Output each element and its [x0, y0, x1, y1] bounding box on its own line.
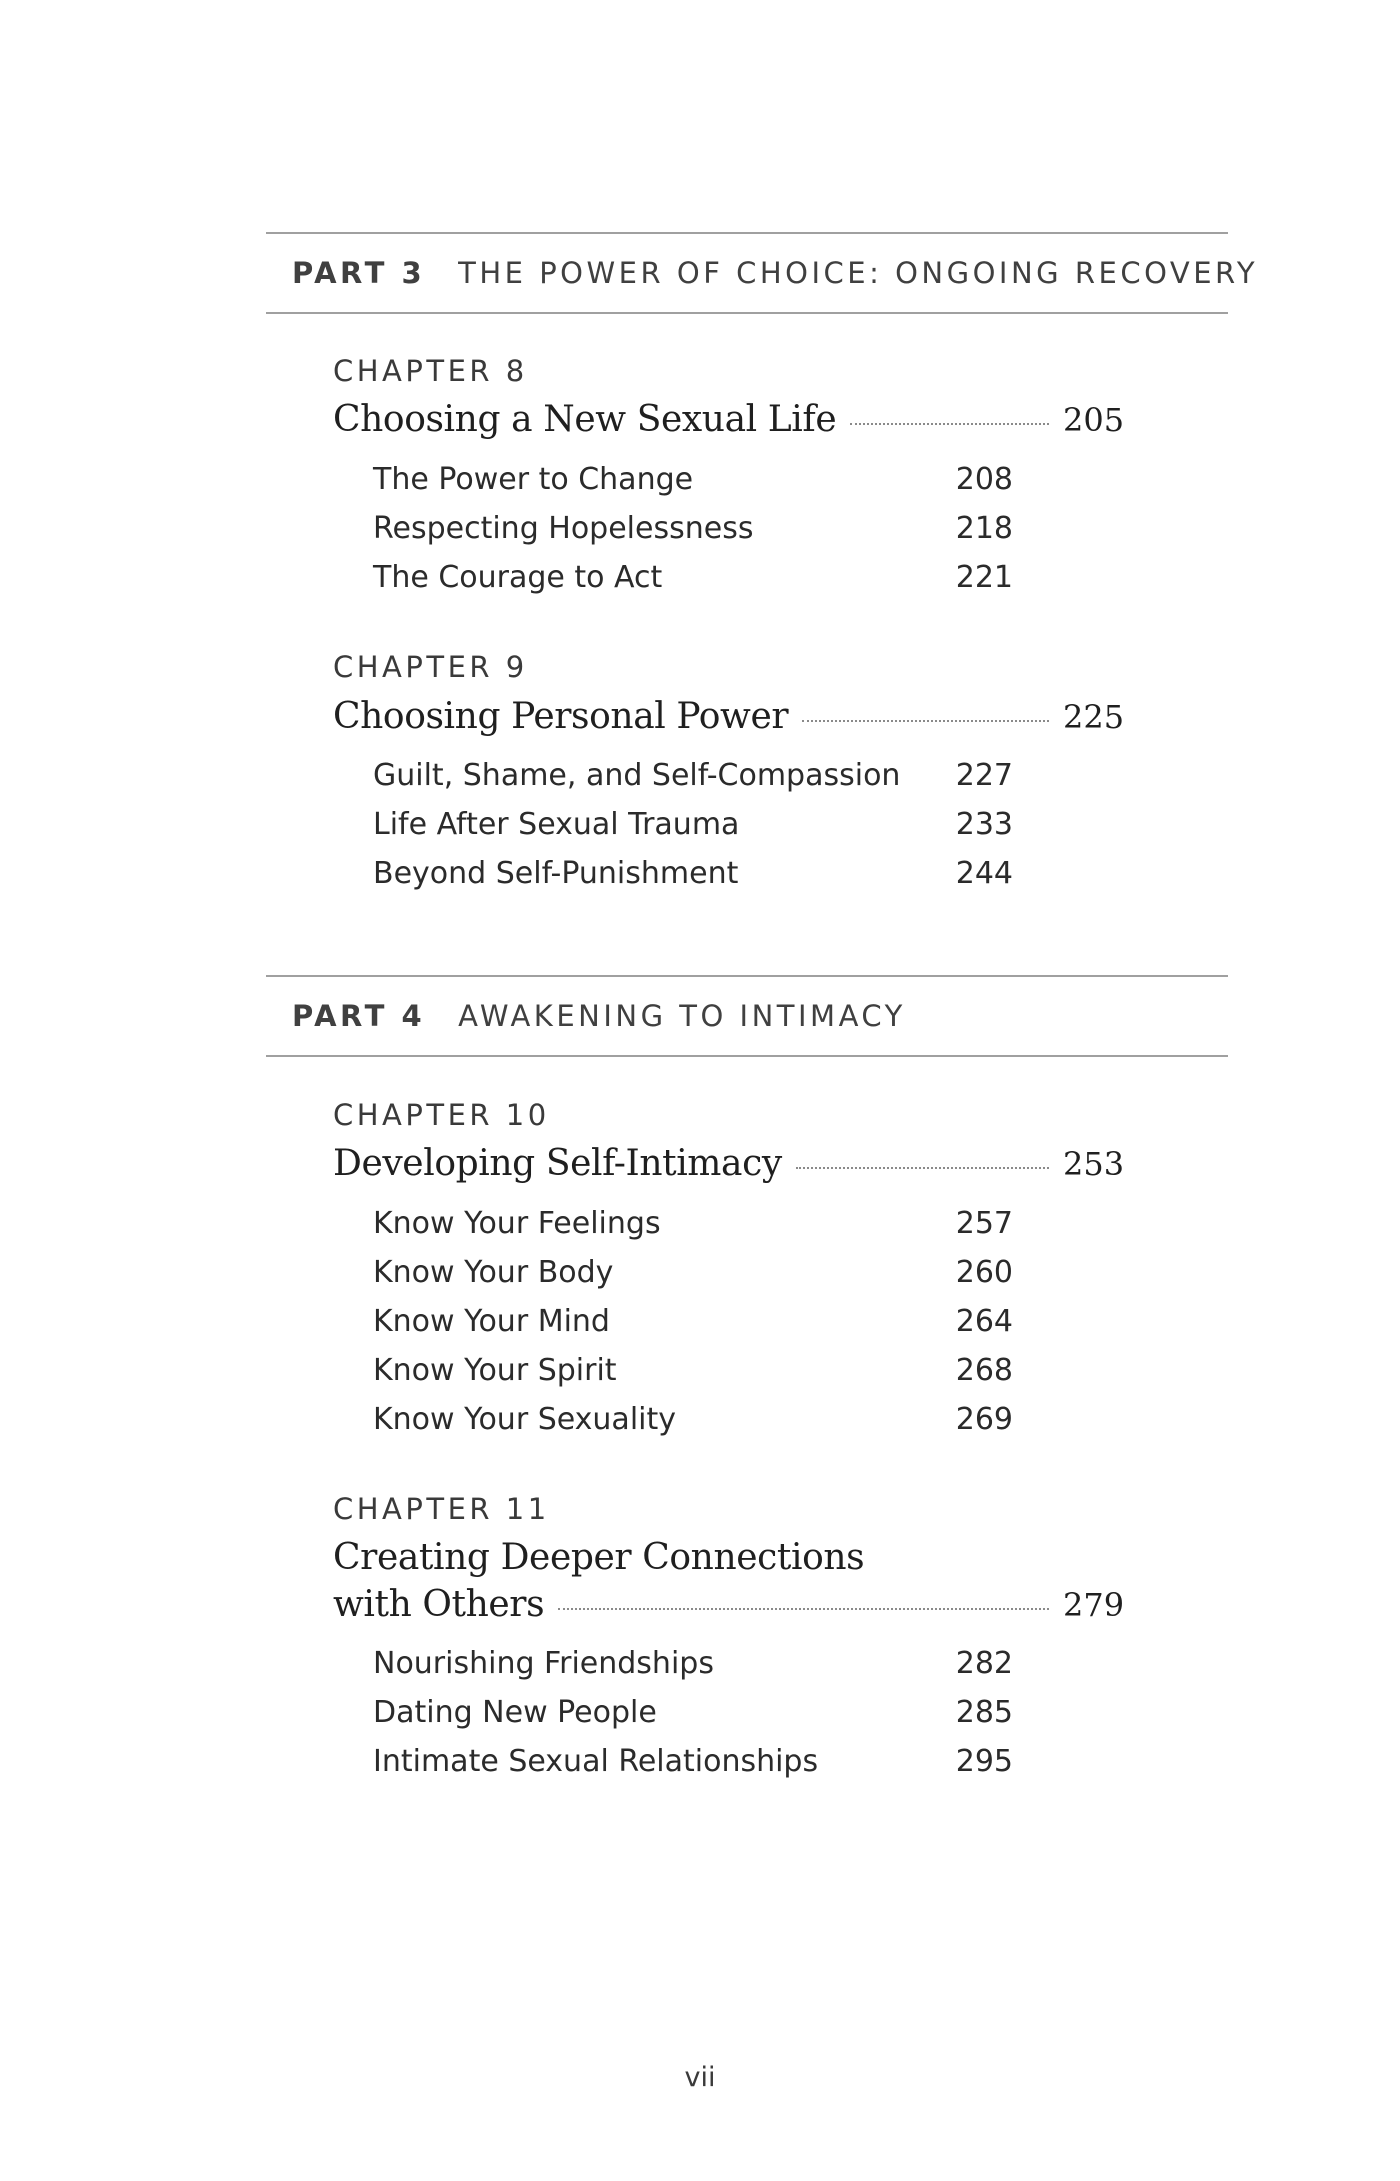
section-page-number: 227	[955, 758, 1013, 793]
section-list	[373, 751, 1013, 898]
chapter-title[interactable]: Developing Self-Intimacy	[333, 1143, 782, 1184]
part-title: AWAKENING TO INTIMACY	[458, 999, 906, 1033]
chapter-page-number: 225	[1063, 698, 1125, 736]
section-entry[interactable]	[373, 751, 1013, 800]
section-title[interactable]: Life After Sexual Trauma	[373, 807, 740, 842]
section-title[interactable]: Know Your Spirit	[373, 1353, 617, 1388]
chapter-title-line-1[interactable]: Creating Deeper Connections	[333, 1537, 865, 1578]
section-title[interactable]: Guilt, Shame, and Self-Compassion	[373, 758, 901, 793]
section-page-number: 260	[955, 1255, 1013, 1290]
chapter-entry[interactable]	[333, 696, 1123, 737]
section-page-number: 268	[955, 1353, 1013, 1388]
section-title[interactable]: Intimate Sexual Relationships	[373, 1744, 819, 1779]
chapter-entry[interactable]	[333, 1143, 1123, 1184]
part-heading-row	[266, 977, 1228, 1055]
chapter-title[interactable]: Choosing a New Sexual Life	[333, 399, 837, 440]
section-title[interactable]: Respecting Hopelessness	[373, 511, 754, 546]
dot-leader	[558, 1608, 1049, 1610]
section-title[interactable]: Beyond Self-Punishment	[373, 856, 739, 891]
dot-leader	[802, 720, 1049, 722]
section-title[interactable]: The Power to Change	[373, 462, 694, 497]
section-page-number: 282	[955, 1646, 1013, 1681]
part-heading-row	[266, 234, 1259, 312]
dot-leader	[850, 423, 1049, 425]
section-page-number: 264	[955, 1304, 1013, 1339]
section-entry[interactable]	[373, 1639, 1013, 1688]
section-page-number: 257	[955, 1206, 1013, 1241]
chapter-entry[interactable]	[333, 399, 1123, 440]
section-list	[373, 455, 1013, 602]
section-title[interactable]: Know Your Body	[373, 1255, 614, 1290]
section-entry[interactable]	[373, 1199, 1013, 1248]
section-title[interactable]: The Courage to Act	[373, 560, 663, 595]
section-title[interactable]: Nourishing Friendships	[373, 1646, 714, 1681]
chapter-title-line-2[interactable]: with Others	[333, 1584, 545, 1625]
chapter-label: CHAPTER 8	[333, 354, 528, 388]
part-title: THE POWER OF CHOICE: ONGOING RECOVERY	[458, 256, 1259, 290]
section-page-number: 233	[955, 807, 1013, 842]
section-entry[interactable]	[373, 504, 1013, 553]
section-page-number: 218	[955, 511, 1013, 546]
part-label: PART 4	[292, 999, 426, 1033]
section-entry[interactable]	[373, 1395, 1013, 1444]
section-entry[interactable]	[373, 1737, 1013, 1786]
section-page-number: 295	[955, 1744, 1013, 1779]
section-entry[interactable]	[373, 553, 1013, 602]
section-list	[373, 1199, 1013, 1444]
section-page-number: 269	[955, 1402, 1013, 1437]
chapter-label: CHAPTER 9	[333, 650, 528, 684]
dot-leader	[796, 1167, 1049, 1169]
chapter-entry[interactable]	[333, 1584, 1123, 1625]
section-list	[373, 1639, 1013, 1786]
section-entry[interactable]	[373, 1248, 1013, 1297]
section-page-number: 285	[955, 1695, 1013, 1730]
part-rule-bottom	[266, 312, 1228, 314]
section-title[interactable]: Know Your Sexuality	[373, 1402, 677, 1437]
chapter-page-number: 205	[1063, 401, 1125, 439]
section-entry[interactable]	[373, 1688, 1013, 1737]
part-3-header	[266, 232, 1259, 314]
chapter-title[interactable]: Choosing Personal Power	[333, 696, 789, 737]
part-4-header	[266, 975, 1228, 1057]
section-entry[interactable]	[373, 1346, 1013, 1395]
page-folio: vii	[684, 2062, 716, 2093]
chapter-page-number: 253	[1063, 1145, 1125, 1183]
section-page-number: 221	[955, 560, 1013, 595]
part-rule-bottom	[266, 1055, 1228, 1057]
chapter-label: CHAPTER 10	[333, 1098, 550, 1132]
section-title[interactable]: Know Your Mind	[373, 1304, 610, 1339]
section-entry[interactable]	[373, 849, 1013, 898]
section-page-number: 208	[955, 462, 1013, 497]
section-entry[interactable]	[373, 800, 1013, 849]
section-entry[interactable]	[373, 455, 1013, 504]
chapter-page-number: 279	[1063, 1586, 1125, 1624]
section-page-number: 244	[955, 856, 1013, 891]
section-title[interactable]: Know Your Feelings	[373, 1206, 661, 1241]
section-title[interactable]: Dating New People	[373, 1695, 657, 1730]
section-entry[interactable]	[373, 1297, 1013, 1346]
chapter-label: CHAPTER 11	[333, 1492, 550, 1526]
part-label: PART 3	[292, 256, 426, 290]
